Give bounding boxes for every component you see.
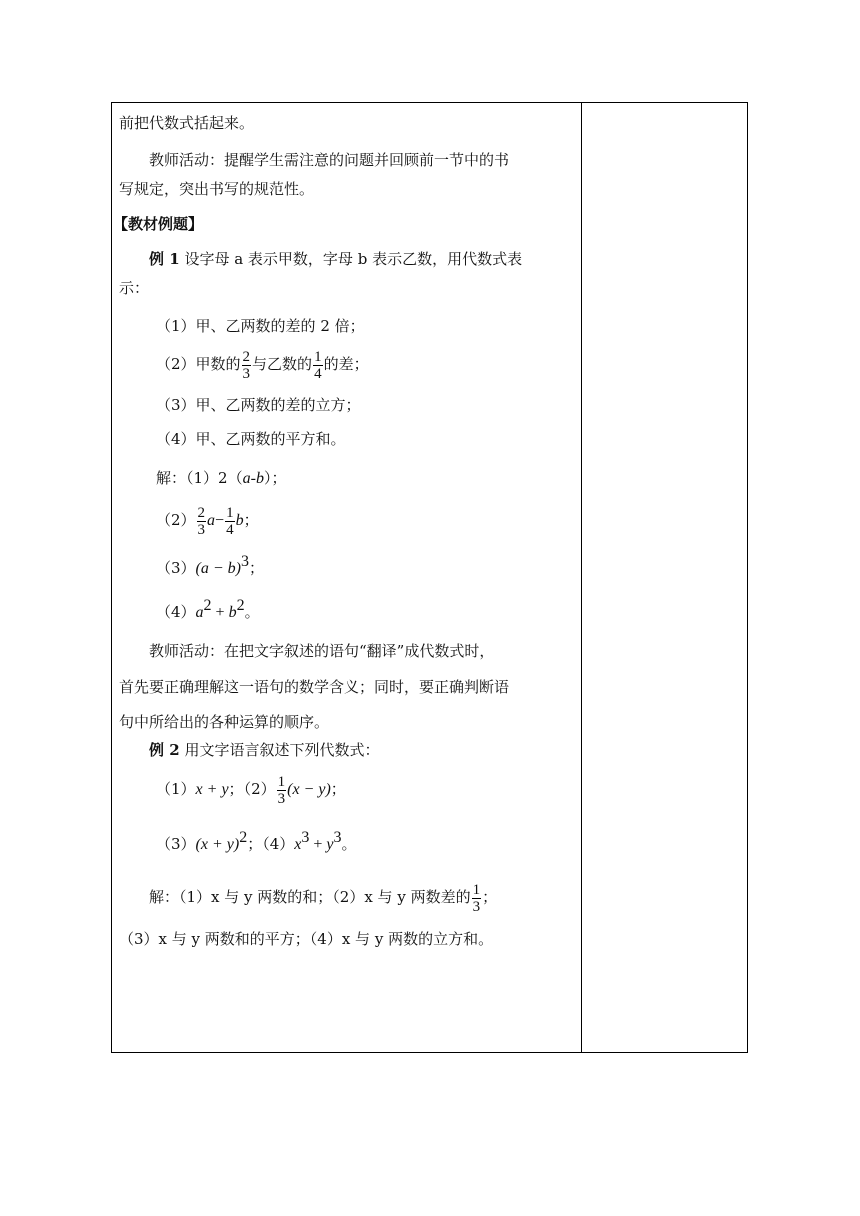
solution-4-plus: + <box>211 604 229 621</box>
expression-4-prefix: （4） <box>262 835 295 853</box>
expression-3-prefix: （3） <box>156 835 196 853</box>
expression-line-1 <box>156 770 346 809</box>
example-2-solution-line-1 <box>149 878 497 916</box>
teacher-activity-2-line-2: 首先要正确理解这一语句的数学含义；同时，要正确判断语 <box>119 678 510 696</box>
paragraph-1: 前把代数式括起来。 <box>119 114 255 132</box>
expression-4-y: y <box>326 836 334 853</box>
question-2-suffix: 的差； <box>323 355 369 373</box>
example-1-label: 例 1 <box>149 250 180 268</box>
teacher-activity-2-line-1: 教师活动：在把文字叙述的语句“翻译”成代数式时， <box>149 642 495 660</box>
solution-3-prefix: （3） <box>156 559 196 577</box>
solution-4-b: b <box>228 604 237 621</box>
expression-2-prefix: （2） <box>243 780 276 798</box>
fraction-numerator: 1 <box>277 773 286 790</box>
solution-4-prefix: （4） <box>156 603 196 621</box>
fraction-denominator: 4 <box>314 365 322 382</box>
expression-3: (x + y) <box>195 836 240 853</box>
solution-4-a-exponent: 2 <box>203 597 212 614</box>
question-2-prefix: （2）甲数的 <box>156 355 241 373</box>
fraction-2-3 <box>197 505 207 538</box>
content-cell <box>112 103 581 1052</box>
solution-1-suffix: ）； <box>263 469 287 487</box>
fraction-numerator: 1 <box>226 504 234 521</box>
fraction-denominator: 3 <box>472 898 481 915</box>
solution-1 <box>156 468 286 489</box>
fraction-numerator: 1 <box>472 881 481 898</box>
example-2-solution-suffix: ； <box>482 888 498 906</box>
solution-label: 解： <box>156 469 187 487</box>
example-2-solution-text: 解：（1）x 与 y 两数的和；（2）x 与 y 两数差的 <box>149 888 471 906</box>
solution-2-suffix: ； <box>243 511 259 529</box>
expression-3-suffix: ； <box>247 835 263 853</box>
fraction-1-3 <box>277 774 287 807</box>
teacher-activity-2-line-3: 句中所给出的各种运算的顺序。 <box>119 713 330 731</box>
solution-3-exponent: 3 <box>241 553 249 570</box>
solution-1-expr: a-b <box>242 470 264 487</box>
solution-2-prefix: （2） <box>156 511 196 529</box>
solution-3-suffix: ； <box>249 559 265 577</box>
fraction-numerator: 2 <box>242 348 251 365</box>
expression-2-suffix: ； <box>330 780 346 798</box>
expression-1-prefix: （1） <box>156 780 196 798</box>
solution-2-b: b <box>235 512 244 529</box>
solution-4-b-exponent: 2 <box>236 597 245 614</box>
expression-4-y-exponent: 3 <box>333 829 342 846</box>
teacher-activity-line-2: 写规定，突出书写的规范性。 <box>119 180 315 198</box>
lesson-table <box>111 102 748 1053</box>
fraction-numerator: 2 <box>197 504 206 521</box>
fraction-1-4 <box>313 349 323 382</box>
expression-4-x-exponent: 3 <box>301 829 310 846</box>
solution-2-a: a <box>207 512 216 529</box>
expression-3-exponent: 2 <box>239 829 248 846</box>
question-4: （4）甲、乙两数的平方和。 <box>156 430 346 448</box>
solution-2-minus: − <box>215 512 225 529</box>
example-2-intro <box>149 740 379 760</box>
fraction-1-3 <box>472 882 482 915</box>
example-1-text: 设字母 a 表示甲数，字母 b 表示乙数，用代数式表 <box>184 250 523 268</box>
fraction-denominator: 3 <box>242 365 251 382</box>
fraction-1-4 <box>225 505 235 538</box>
solution-3 <box>156 553 265 579</box>
expression-line-2 <box>156 829 357 855</box>
fraction-denominator: 3 <box>197 521 206 538</box>
example-2-label: 例 2 <box>149 741 180 759</box>
question-2-mid: 与乙数的 <box>252 355 313 373</box>
question-1: （1）甲、乙两数的差的 2 倍； <box>156 317 365 335</box>
fraction-numerator: 1 <box>314 348 322 365</box>
expression-1-suffix: ； <box>228 780 244 798</box>
solution-3-expr: (a − b) <box>195 560 241 577</box>
solution-4-suffix: 。 <box>244 603 260 621</box>
expression-2: (x − y) <box>287 781 331 798</box>
expression-1: x + y <box>195 781 229 798</box>
solution-4-a: a <box>195 604 204 621</box>
solution-4 <box>156 597 260 623</box>
example-1-text-cont: 示： <box>119 279 150 297</box>
fraction-2-3 <box>242 349 252 382</box>
notes-cell <box>582 103 747 1052</box>
expression-4-x: x <box>294 836 302 853</box>
example-2-solution-line-2: （3）x 与 y 两数和的平方；（4）x 与 y 两数的立方和。 <box>119 930 494 948</box>
example-2-text: 用文字语言叙述下列代数式： <box>184 741 380 759</box>
question-3: （3）甲、乙两数的差的立方； <box>156 396 361 414</box>
solution-1-prefix: （1）2（ <box>186 469 243 487</box>
fraction-denominator: 3 <box>277 790 286 807</box>
expression-4-plus: + <box>309 836 327 853</box>
question-2 <box>156 345 369 383</box>
solution-2 <box>156 501 259 540</box>
teacher-activity-line-1: 教师活动：提醒学生需注意的问题并回顾前一节中的书 <box>149 151 510 169</box>
fraction-denominator: 4 <box>226 521 234 538</box>
example-1-intro <box>149 249 522 269</box>
expression-4-suffix: 。 <box>341 835 357 853</box>
section-title: 【教材例题】 <box>113 215 204 233</box>
